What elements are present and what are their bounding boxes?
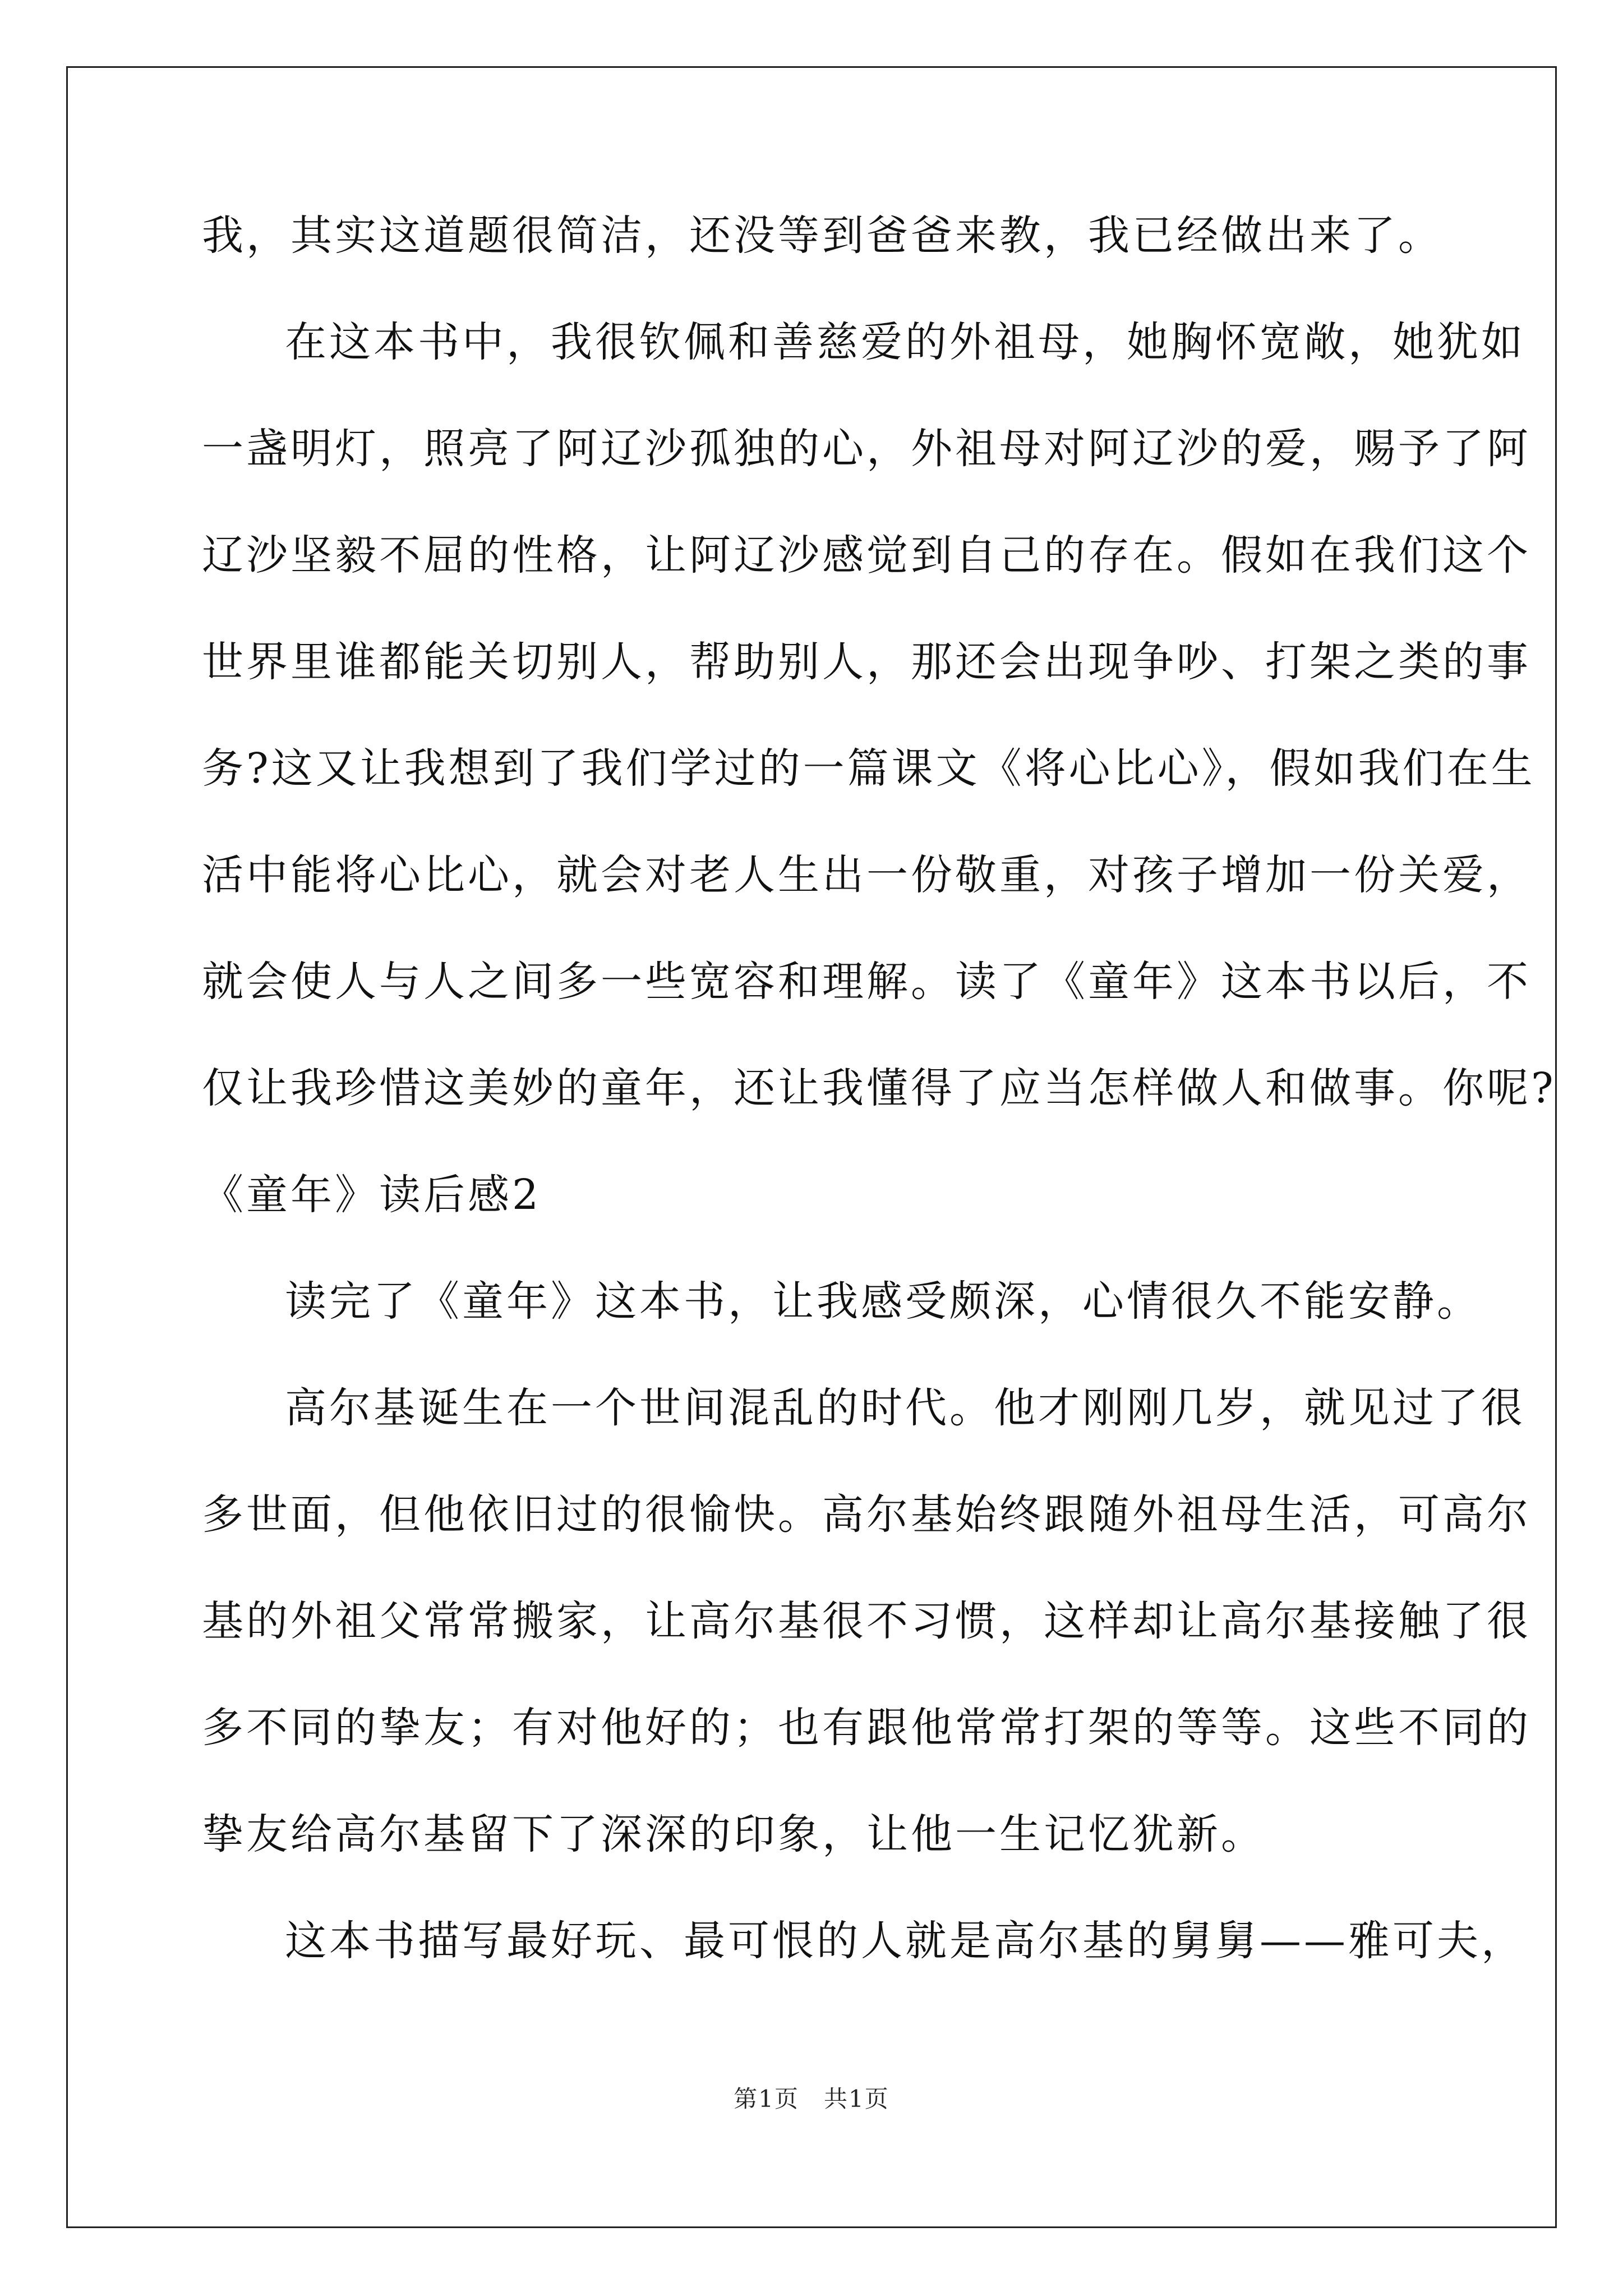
section-heading: 《童年》读后感2 (202, 1171, 542, 1219)
text-line: 辽沙坚毅不屈的性格，让阿辽沙感觉到自己的存在。假如在我们这个 (202, 531, 1531, 579)
text-line: 多不同的挚友；有对他好的；也有跟他常常打架的等等。这些不同的 (202, 1704, 1531, 1752)
page-footer (0, 2082, 1623, 2116)
text-line: 就会使人与人之间多一些宽容和理解。读了《童年》这本书以后，不 (202, 958, 1531, 1006)
text-line: 基的外祖父常常搬家，让高尔基很不习惯，这样却让高尔基接触了很 (202, 1597, 1531, 1645)
text-line: 务?这又让我想到了我们学过的一篇课文《将心比心》，假如我们在生 (202, 744, 1536, 793)
text-line: 仅让我珍惜这美妙的童年，还让我懂得了应当怎样做人和做事。你呢? (202, 1064, 1556, 1112)
text-line: 世界里谁都能关切别人，帮助别人，那还会出现争吵、打架之类的事 (202, 638, 1531, 686)
paragraph-start-line: 在这本书中，我很钦佩和善慈爱的外祖母，她胸怀宽敞，她犹如 (285, 318, 1525, 366)
text-line: 挚友给高尔基留下了深深的印象，让他一生记忆犹新。 (202, 1810, 1265, 1858)
page-border (66, 66, 1557, 2228)
text-line: 一盏明灯，照亮了阿辽沙孤独的心，外祖母对阿辽沙的爱，赐予了阿 (202, 425, 1531, 473)
text-line: 我，其实这道题很简洁，还没等到爸爸来教，我已经做出来了。 (202, 211, 1442, 260)
paragraph-start-line: 读完了《童年》这本书，让我感受颇深，心情很久不能安静。 (285, 1277, 1481, 1326)
page-number: 第1页 (734, 2085, 799, 2113)
paragraph-start-line: 这本书描写最好玩、最可恨的人就是高尔基的舅舅——雅可夫， (285, 1917, 1525, 1965)
page-total: 共1页 (824, 2085, 889, 2113)
paragraph-start-line: 高尔基诞生在一个世间混乱的时代。他才刚刚几岁，就见过了很 (285, 1384, 1525, 1432)
text-line: 多世面，但他依旧过的很愉快。高尔基始终跟随外祖母生活，可高尔 (202, 1490, 1531, 1539)
text-line: 活中能将心比心，就会对老人生出一份敬重，对孩子增加一份关爱， (202, 851, 1531, 899)
